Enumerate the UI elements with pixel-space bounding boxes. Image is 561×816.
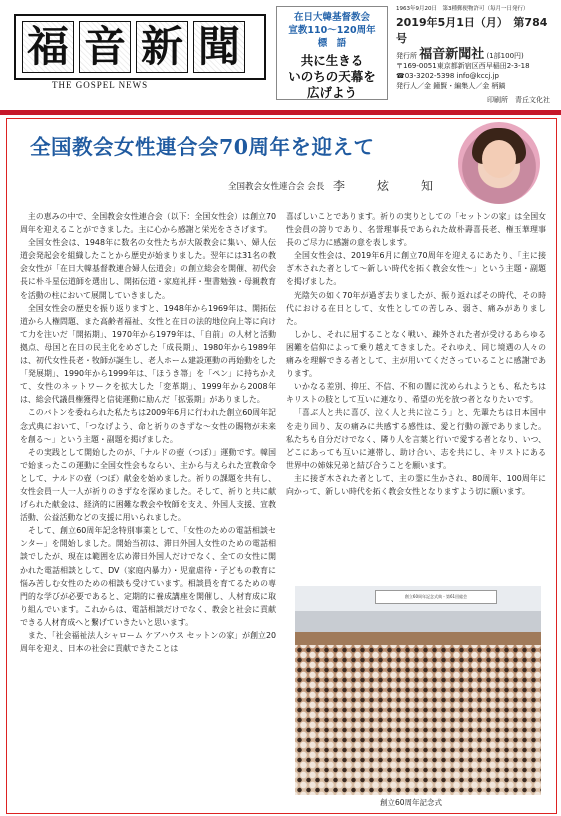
paragraph: しかし、それに屈することなく戦い、疎外された者が受けるあらゆる困難を信仰によって乗り越えてきました。それゆえ、同じ境遇の人々の痛みを理解できる者として、主が用いてくださっていることに感謝であります。 — [286, 329, 546, 379]
slogan-main-line: 共に生きる — [300, 53, 364, 68]
portrait-face — [482, 140, 516, 178]
paragraph: 全国女性会の歴史を振り返りますと、1948年から1969年は、開拓伝道から人権問題、また高齢者福祉、女性と在日の法的地位向上等に向けて力を注いだ「開拓期」、1970年から1979年は、「自前」の人材と活動拠点、母国と在日の民主化をめざした「成長期」、1980年から1989年は、初代女性長老・牧師が誕生し、老人ホーム建設運動の再始動をした「発展期」、1990年から1999年は、「ほうき箒」を「ペン」に持ちかえて、女性のネットワークを拡大した「変革期」、1999年から2008年は、総会代議員権獲得と信徒運動に励んだ「拡張期」がありました。 — [20, 303, 276, 405]
slogan-box — [276, 6, 388, 100]
article-column-2 — [286, 210, 546, 586]
logo-char: 新 — [136, 21, 188, 73]
logo-char: 音 — [79, 21, 131, 73]
article-headline: 全国教会女性連合会70周年を迎えて — [30, 135, 375, 159]
red-divider — [0, 110, 561, 115]
slogan-main-line: いのちの天幕を — [288, 69, 376, 84]
printer: 印刷所 青丘文化社 — [487, 96, 550, 104]
paragraph: 光陰矢の如く70年が過ぎ去りましたが、振り返ればその時代、その時代における在日として、女性としての苦しみ、弱さ、痛みがありました。 — [286, 290, 546, 326]
paragraph: このバトンを委ねられた私たちは2009年6月に行われた創立60周年記念式典において、「つなげよう、命と祈りのきずな〜女性の賜物が未来を創る〜」という主題・副題を掲げました。 — [20, 408, 276, 444]
article-column-1 — [20, 210, 276, 808]
slogan-main-line: 広げよう — [306, 85, 357, 100]
staff: 発行人／金 鐘賢・編集人／金 柄鎬 — [396, 82, 506, 90]
logo-char: 聞 — [193, 21, 245, 73]
issue-date: 2019年5月1日（月） 第784号 — [396, 16, 548, 45]
slogan-top-line: 在日大韓基督教会 — [293, 12, 370, 23]
slogan-top-line: 宣教110〜120周年 — [288, 25, 376, 36]
paragraph: そして、創立60周年記念特別事業として、「女性のための電話相談センター」を開始しました。開始当初は、滞日外国人女性のための電話相談でしたが、現在は範囲を広め滞日外国人だけでなく、全ての女性に開かれた電話相談として、DV（家庭内暴力）・児童虐待・子どもの教育に悩み苦しむ女性のための相談も受けています。相談員を育てるための専門的な学びが必要であると、定期的に養成講座を開催し、人材育成に取り組んでいます。これからは、電話相談だけでなく、教会と社会に貢献できる人材育成へと繋げていきたいと思います。 — [20, 526, 276, 627]
publisher-name: 福音新聞社 — [419, 47, 485, 62]
author-role: 全国教会女性連合会 会長 — [228, 182, 325, 192]
paragraph: また、「社会福祉法人シャローム ケアハウス セットンの家」が創立20周年を迎え、日本の社会に貢献できたことは — [20, 631, 276, 654]
issue-info — [396, 4, 556, 105]
photo-caption: 創立60周年記念式 — [380, 798, 443, 807]
contact: ☎03-3202-5398 info@kccj.jp — [396, 72, 499, 80]
paragraph: 全国女性会は、1948年に数名の女性たちが大阪教会に集い、婦人伝道会発起会を組織したことから歴史が始まりました。翌年には31名の教会女性が「在日大韓基督教連合婦人伝道会」の創立総会を開催、初代会長に朴斗星伝道師を選出し、開拓伝道・家庭礼拝・聖書勉強・母親教育を活動の柱において展開していきました。 — [20, 238, 276, 300]
author-portrait — [458, 122, 540, 204]
paragraph: いかなる差別、抑圧、不信、不和の闇に沈められようとも、私たちはキリストの肢として互いに連なり、希望の光を放つ者となりたいです。 — [286, 382, 546, 405]
price: (1部100円) — [486, 52, 524, 60]
photo-banner: 創立60周年記念式典・第61回総会 — [375, 590, 497, 604]
paragraph: 喜ばしいことであります。祈りの実りとしての「セットンの家」は全国女性会員の誇りであり、名誉理事長であられた故朴壽喜長老、権玉華理事長のご尽力に感謝の意を表します。 — [286, 212, 546, 248]
slogan-top — [277, 11, 387, 50]
paragraph: その実践として開始したのが、「ナルドの壺（つぼ）」運動です。韓国で始まったこの運動に全国女性会もならい、主から与えられた宣教命令として、ナルドの壺（つぼ）献金を始めました。祈りの課題を共有し、女性会員一人一人が祈りのきずなを深めました。そして、祈りと共に献げられた献金は、経済的に困難な教会や牧師を支え、外国人支援、宣教活動、公益活動などの支援に用いられました。 — [20, 447, 276, 523]
paragraph: 主の恵みの中で、全国教会女性連合会（以下：全国女性会）は創立70周年を迎えることができました。主に心から感謝と栄光をささげます。 — [20, 212, 276, 235]
paragraph: 全国女性会は、2019年6月に創立70周年を迎えるにあたり、「主に接ぎ木された者として〜新しい時代を拓く教会女性〜」という主題・副題を掲げました。 — [286, 251, 546, 287]
slogan-top-line: 標 語 — [317, 38, 347, 49]
publisher-label: 発行所 — [396, 52, 417, 60]
logo-subtitle: THE GOSPEL NEWS — [52, 80, 149, 90]
slogan-main — [277, 53, 387, 101]
logo-char: 福 — [22, 21, 74, 73]
photo-crowd — [295, 645, 541, 795]
group-photo — [295, 586, 541, 795]
paragraph: 「喜ぶ人と共に喜び、泣く人と共に泣こう」と、先輩たちは日本国中を走り回り、友の痛みに共感する感性は、愛と行動の源でありました。私たちも自分だけでなく、隣り人を言葉と行いで愛する者となり、いつ、どこにあっても互いに連帯し、助け合い、志を共にし、キリストにある世界中の姉妹兄弟と結び合うことを願います。 — [286, 408, 546, 470]
masthead-logo — [14, 14, 266, 80]
address: 〒169-0051東京都新宿区西早稲田2-3-18 — [396, 62, 530, 70]
publisher-block — [396, 47, 556, 91]
author-name: 李 炫 知 — [333, 179, 444, 193]
paragraph: 主に接ぎ木された者として、主の霊に生かされ、80周年、100周年に向かって、新しい時代を拓く教会女性となりますよう切に願います。 — [286, 473, 546, 496]
registration-note: 1963年9月20日 第3種郵便物許可（毎月一日発行） — [396, 6, 529, 12]
